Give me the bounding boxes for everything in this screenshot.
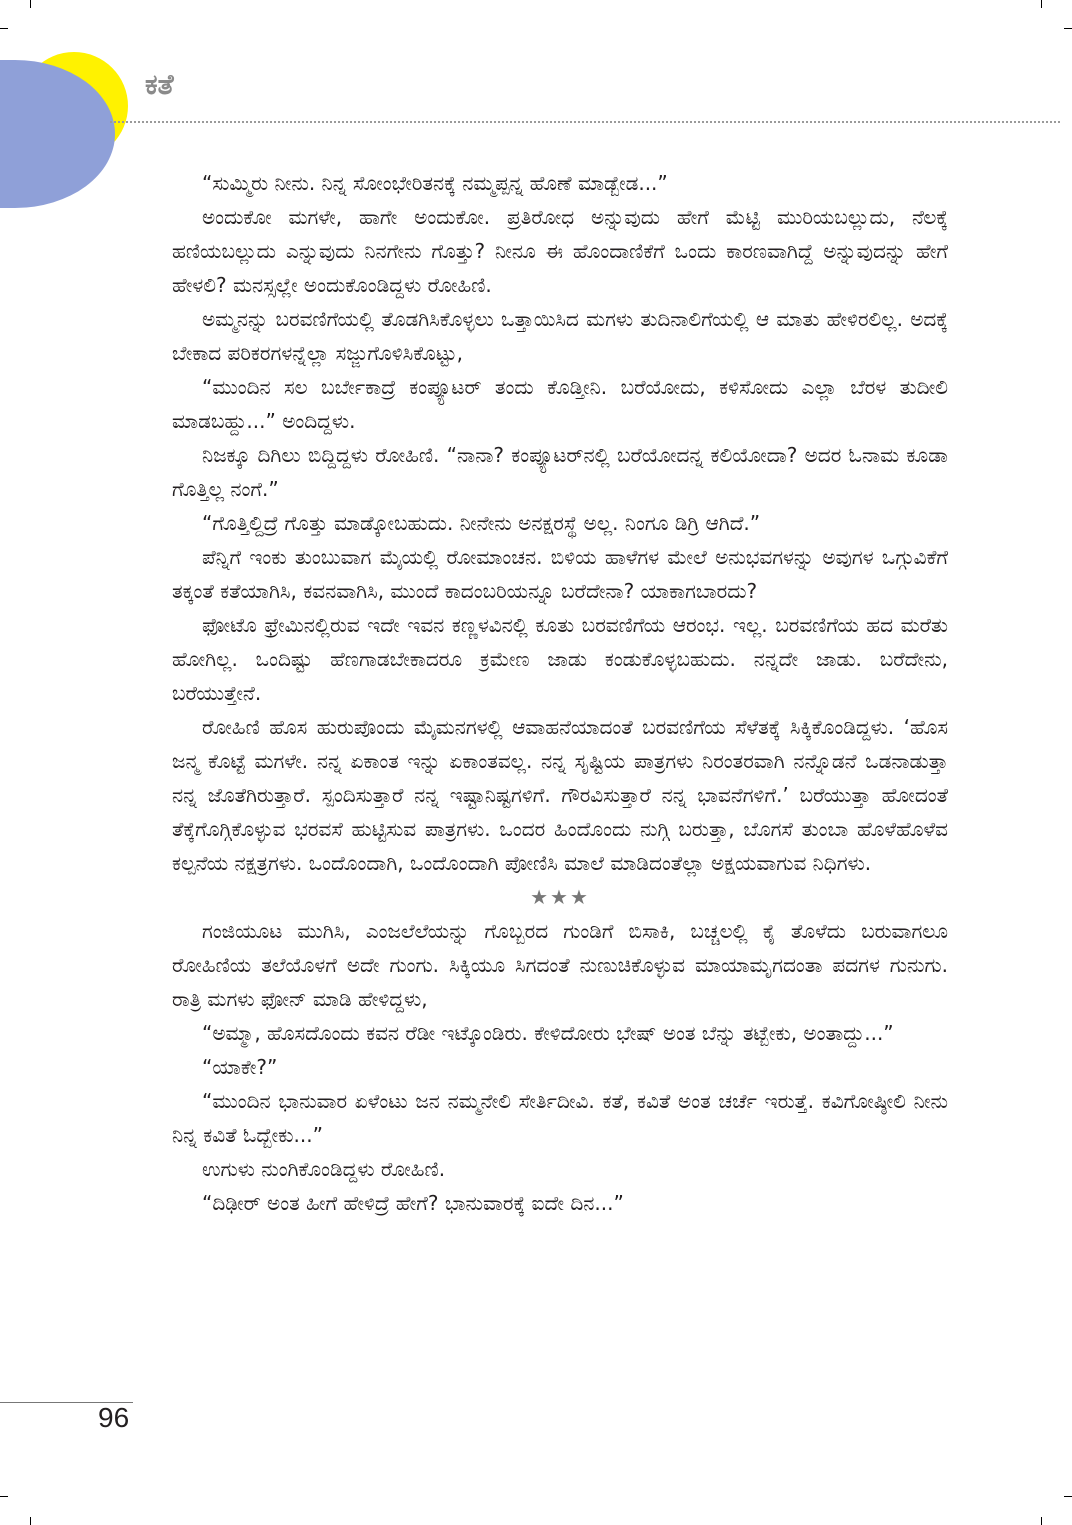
paragraph: “ಸುಮ್ಮಿರು ನೀನು. ನಿನ್ನ ಸೋಂಭೇರಿತನಕ್ಕೆ ನಮ್ಮಪ್ಪನ್ನ ಹೊಣೆ ಮಾಡ್ಬೇಡ...”: [202, 171, 668, 195]
paragraph: ಅಂದುಕೋ ಮಗಳೇ, ಹಾಗೇ ಅಂದುಕೋ. ಪ್ರತಿರೋಧ ಅನ್ನುವುದು ಹೇಗೆ ಮೆಟ್ಟಿ ಮುರಿಯಬಲ್ಲುದು, ನೆಲಕ್ಕೆ ಹಣಿಯಬಲ್ಲುದು ಎನ್ನುವುದು ನಿನಗೇನು ಗೊತ್ತು? ನೀನೂ ಈ ಹೊಂದಾಣಿಕೆಗೆ ಒಂದು ಕಾರಣವಾಗಿದ್ದೆ ಅನ್ನುವುದನ್ನು ಹೇಗೆ ಹೇಳಲಿ? ಮನಸ್ಸಲ್ಲೇ ಅಂದುಕೊಂಡಿದ್ದಳು ರೋಹಿಣಿ.: [172, 205, 948, 297]
section-title: ಕತೆ: [145, 68, 174, 101]
crop-mark: [30, 1517, 31, 1525]
paragraph: ನಿಜಕ್ಕೂ ದಿಗಿಲು ಬಿದ್ದಿದ್ದಳು ರೋಹಿಣಿ. “ನಾನಾ? ಕಂಪ್ಯೂಟರ್‌ನಲ್ಲಿ ಬರೆಯೋದನ್ನ ಕಲಿಯೋದಾ? ಅದರ ಓನಾಮ ಕೂಡಾ ಗೊತ್ತಿಲ್ಲ ನಂಗೆ.”: [172, 443, 948, 501]
paragraph: “ದಿಢೀರ್ ಅಂತ ಹೀಗೆ ಹೇಳಿದ್ರೆ ಹೇಗೆ? ಭಾನುವಾರಕ್ಕೆ ಐದೇ ದಿನ...”: [202, 1191, 624, 1215]
paragraph: ಫೋಟೊ ಫ್ರೇಮಿನಲ್ಲಿರುವ ಇದೇ ಇವನ ಕಣ್ಣಳವಿನಲ್ಲಿ ಕೂತು ಬರವಣಿಗೆಯ ಆರಂಭ. ಇಲ್ಲ. ಬರವಣಿಗೆಯ ಹದ ಮರೆತು ಹೋಗಿಲ್ಲ. ಒಂದಿಷ್ಟು ಹೆಣಗಾಡಬೇಕಾದರೂ ಕ್ರಮೇಣ ಜಾಡು ಕಂಡುಕೊಳ್ಳಬಹುದು. ನನ್ನದೇ ಜಾಡು. ಬರೆದೇನು, ಬರೆಯುತ್ತೇನೆ.: [172, 613, 948, 705]
paragraph: “ಮುಂದಿನ ಸಲ ಬರ್ಬೇಕಾದ್ರೆ ಕಂಪ್ಯೂಟರ್ ತಂದು ಕೊಡ್ತೀನಿ. ಬರೆಯೋದು, ಕಳಿಸೋದು ಎಲ್ಲಾ ಬೆರಳ ತುದೀಲಿ ಮಾಡಬಹ್ದು...” ಅಂದಿದ್ದಳು.: [172, 375, 948, 433]
paragraph: ಪೆನ್ನಿಗೆ ಇಂಕು ತುಂಬುವಾಗ ಮೈಯಲ್ಲಿ ರೋಮಾಂಚನ. ಬಿಳಿಯ ಹಾಳೆಗಳ ಮೇಲೆ ಅನುಭವಗಳನ್ನು ಅವುಗಳ ಒಗ್ಗುವಿಕೆಗೆ ತಕ್ಕಂತೆ ಕತೆಯಾಗಿಸಿ, ಕವನವಾಗಿಸಿ, ಮುಂದೆ ಕಾದಂಬರಿಯನ್ನೂ ಬರೆದೇನಾ? ಯಾಕಾಗಬಾರದು?: [172, 545, 948, 603]
page-number: 96: [98, 1402, 130, 1433]
paragraph: “ಅಮ್ಮಾ, ಹೊಸದೊಂದು ಕವನ ರೆಡೀ ಇಟ್ಕೊಂಡಿರು. ಕೇಳಿದೋರು ಭೇಷ್ ಅಂತ ಬೆನ್ನು ತಟ್ಬೇಕು, ಅಂತಾದ್ದು...”: [202, 1021, 894, 1045]
paragraph: ರೋಹಿಣಿ ಹೊಸ ಹುರುಪೊಂದು ಮೈಮನಗಳಲ್ಲಿ ಆವಾಹನೆಯಾದಂತೆ ಬರವಣಿಗೆಯ ಸೆಳೆತಕ್ಕೆ ಸಿಕ್ಕಿಕೊಂಡಿದ್ದಳು. ‘ಹೊಸ ಜನ್ಮ ಕೊಟ್ಟೆ ಮಗಳೇ. ನನ್ನ ಏಕಾಂತ ಇನ್ನು ಏಕಾಂತವಲ್ಲ. ನನ್ನ ಸೃಷ್ಟಿಯ ಪಾತ್ರಗಳು ನಿರಂತರವಾಗಿ ನನ್ನೊಡನೆ ಒಡನಾಡುತ್ತಾ ನನ್ನ ಜೊತೆಗಿರುತ್ತಾರೆ. ಸ್ಪಂದಿಸುತ್ತಾರೆ ನನ್ನ ಇಷ್ಟಾನಿಷ್ಟಗಳಿಗೆ. ಗೌರವಿಸುತ್ತಾರೆ ನನ್ನ ಭಾವನೆಗಳಿಗೆ.’ ಬರೆಯುತ್ತಾ ಹೋದಂತೆ ತೆಕ್ಕೆಗೊಗ್ಗಿಕೊಳ್ಳುವ ಭರವಸೆ ಹುಟ್ಟಿಸುವ ಪಾತ್ರಗಳು. ಒಂದರ ಹಿಂದೊಂದು ನುಗ್ಗಿ ಬರುತ್ತಾ, ಬೊಗಸೆ ತುಂಬಾ ಹೊಳೆಹೊಳೆವ ಕಲ್ಪನೆಯ ನಕ್ಷತ್ರಗಳು. ಒಂದೊಂದಾಗಿ, ಒಂದೊಂದಾಗಿ ಪೋಣಿಸಿ ಮಾಲೆ ಮಾಡಿದಂತೆಲ್ಲಾ ಅಕ್ಷಯವಾಗುವ ನಿಧಿಗಳು.: [172, 715, 948, 875]
crop-mark: [1041, 1517, 1042, 1525]
section-separator-stars: ★★★: [530, 885, 590, 909]
paragraph: “ಯಾಕೇ?”: [202, 1055, 278, 1079]
story-body: [172, 166, 948, 1220]
crop-mark: [30, 0, 31, 8]
paragraph: “ಗೊತ್ತಿಲ್ದಿದ್ರೆ ಗೊತ್ತು ಮಾಡ್ಕೋಬಹುದು. ನೀನೇನು ಅನಕ್ಷರಸ್ಥೆ ಅಲ್ಲ. ನಿಂಗೂ ಡಿಗ್ರಿ ಆಗಿದೆ.”: [202, 511, 761, 535]
paragraph: “ಮುಂದಿನ ಭಾನುವಾರ ಏಳೆಂಟು ಜನ ನಮ್ಮನೇಲಿ ಸೇರ್ತಿದೀವಿ. ಕತೆ, ಕವಿತೆ ಅಂತ ಚರ್ಚೆ ಇರುತ್ತೆ. ಕವಿಗೋಷ್ಠೀಲಿ ನೀನು ನಿನ್ನ ಕವಿತೆ ಓದ್ಬೇಕು...”: [172, 1089, 948, 1147]
paragraph: ಉಗುಳು ನುಂಗಿಕೊಂಡಿದ್ದಳು ರೋಹಿಣಿ.: [202, 1157, 446, 1181]
crop-mark: [0, 28, 8, 29]
header-dotted-divider: [110, 121, 1060, 123]
crop-mark: [1064, 1496, 1072, 1497]
crop-mark: [1064, 28, 1072, 29]
crop-mark: [0, 1496, 8, 1497]
crop-mark: [1041, 0, 1042, 8]
paragraph: ಗಂಜಿಯೂಟ ಮುಗಿಸಿ, ಎಂಜಲೆಲೆಯನ್ನು ಗೊಬ್ಬರದ ಗುಂಡಿಗೆ ಬಿಸಾಕಿ, ಬಚ್ಚಲಲ್ಲಿ ಕೈ ತೊಳೆದು ಬರುವಾಗಲೂ ರೋಹಿಣಿಯ ತಲೆಯೊಳಗೆ ಅದೇ ಗುಂಗು. ಸಿಕ್ಕಿಯೂ ಸಿಗದಂತೆ ನುಣುಚಿಕೊಳ್ಳುವ ಮಾಯಾಮೃಗದಂತಾ ಪದಗಳ ಗುನುಗು. ರಾತ್ರಿ ಮಗಳು ಫೋನ್ ಮಾಡಿ ಹೇಳಿದ್ದಳು,: [172, 919, 948, 1011]
paragraph: ಅಮ್ಮನನ್ನು ಬರವಣಿಗೆಯಲ್ಲಿ ತೊಡಗಿಸಿಕೊಳ್ಳಲು ಒತ್ತಾಯಿಸಿದ ಮಗಳು ತುದಿನಾಲಿಗೆಯಲ್ಲಿ ಆ ಮಾತು ಹೇಳಿರಲಿಲ್ಲ. ಅದಕ್ಕೆ ಬೇಕಾದ ಪರಿಕರಗಳನ್ನೆಲ್ಲಾ ಸಜ್ಜುಗೊಳಿಸಿಕೊಟ್ಟು,: [172, 307, 948, 365]
